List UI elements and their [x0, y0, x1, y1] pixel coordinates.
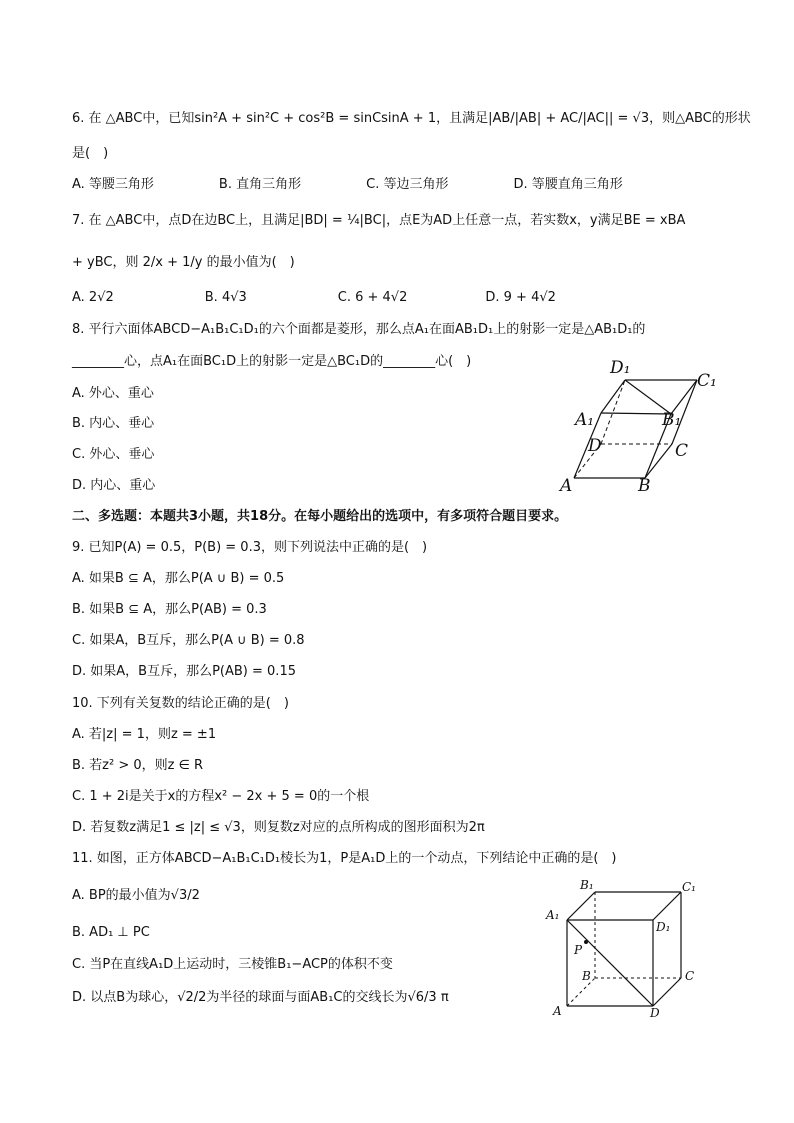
label-a1: A₁ — [575, 410, 595, 430]
section-heading-multiple-choice: 二、多选题：本题共3小题，共18分。在每小题给出的选项中，有多项符合题目要求。 — [72, 509, 568, 524]
question-10-option-c: C. 1 + 2i是关于x的方程x² − 2x + 5 = 0的一个根 — [72, 789, 370, 804]
cube-figure — [540, 875, 705, 1020]
question-8-line-1: 8. 平行六面体ABCD−A₁B₁C₁D₁的六个面都是菱形，那么点A₁在面AB₁D₁上的射影一定是△AB₁D₁的 — [72, 322, 646, 337]
label-c: C — [675, 441, 689, 461]
question-8-option-b: B. 内心、垂心 — [72, 416, 155, 431]
parallelepiped-figure — [550, 355, 725, 500]
question-10-option-d: D. 若复数z满足1 ≤ |z| ≤ √3，则复数z对应的点所构成的图形面积为2π — [72, 820, 485, 835]
question-7-line-1: 7. 在 △ABC中，点D在边BC上，且满足|BD| = ¼|BC|，点E为AD上任意一点，若实数x，y满足BE = xBA — [72, 213, 686, 228]
label-c: C — [685, 969, 695, 983]
question-11-stem: 11. 如图，正方体ABCD−A₁B₁C₁D₁棱长为1，P是A₁D上的一个动点，下列结论中正确的是( ) — [72, 851, 617, 866]
question-11-option-c: C. 当P在直线A₁D上运动时，三棱锥B₁−ACP的体积不变 — [72, 957, 393, 972]
label-c1: C₁ — [697, 371, 717, 391]
question-10-stem: 10. 下列有关复数的结论正确的是( ) — [72, 696, 289, 711]
question-9-option-d: D. 如果A，B互斥，那么P(AB) = 0.15 — [72, 664, 296, 679]
label-c1: C₁ — [682, 880, 696, 894]
question-6-line-1: 6. 在 △ABC中，已知sin²A + sin²C + cos²B = sinCsinA + 1，且满足|AB/|AB| + AC/|AC|| = √3，则△ABC的形状 — [72, 111, 751, 126]
question-9-option-c: C. 如果A，B互斥，那么P(A ∪ B) = 0.8 — [72, 633, 305, 648]
label-b: B — [582, 969, 591, 983]
question-6-line-2: 是( ) — [72, 146, 109, 161]
label-p: P — [574, 943, 583, 957]
question-11-option-d: D. 以点B为球心，√2/2为半径的球面与面AB₁C的交线长为√6/3 π — [72, 990, 449, 1005]
question-9-stem: 9. 已知P(A) = 0.5，P(B) = 0.3，则下列说法中正确的是( ) — [72, 540, 428, 555]
question-11-option-b: B. AD₁ ⊥ PC — [72, 925, 150, 940]
label-d: D — [588, 436, 602, 456]
question-8-option-c: C. 外心、垂心 — [72, 447, 155, 462]
question-9-option-a: A. 如果B ⊆ A，那么P(A ∪ B) = 0.5 — [72, 571, 285, 586]
label-a: A — [553, 1004, 562, 1018]
question-7-line-2: + yBC，则 2/x + 1/y 的最小值为( ) — [72, 255, 295, 270]
question-10-option-a: A. 若|z| = 1，则z = ±1 — [72, 727, 217, 742]
label-a: A — [560, 476, 573, 496]
question-10-option-b: B. 若z² > 0，则z ∈ R — [72, 758, 204, 773]
label-b: B — [638, 476, 651, 496]
question-8-option-a: A. 外心、重心 — [72, 386, 154, 401]
question-11-option-a: A. BP的最小值为√3/2 — [72, 888, 200, 903]
label-b1: B₁ — [662, 410, 682, 430]
question-9-option-b: B. 如果B ⊆ A，那么P(AB) = 0.3 — [72, 602, 267, 617]
label-d1: D₁ — [656, 920, 671, 934]
question-8-option-d: D. 内心、重心 — [72, 478, 156, 493]
label-d: D — [650, 1006, 660, 1020]
question-6-options: A. 等腰三角形 B. 直角三角形 C. 等边三角形 D. 等腰直角三角形 — [72, 177, 623, 192]
label-b1: B₁ — [580, 878, 594, 892]
label-a1: A₁ — [546, 908, 560, 922]
label-d1: D₁ — [610, 358, 631, 378]
question-7-options: A. 2√2 B. 4√3 C. 6 + 4√2 D. 9 + 4√2 — [72, 290, 556, 305]
question-8-line-2: ________心，点A₁在面BC₁D上的射影一定是△BC₁D的________心( ) — [72, 354, 472, 369]
